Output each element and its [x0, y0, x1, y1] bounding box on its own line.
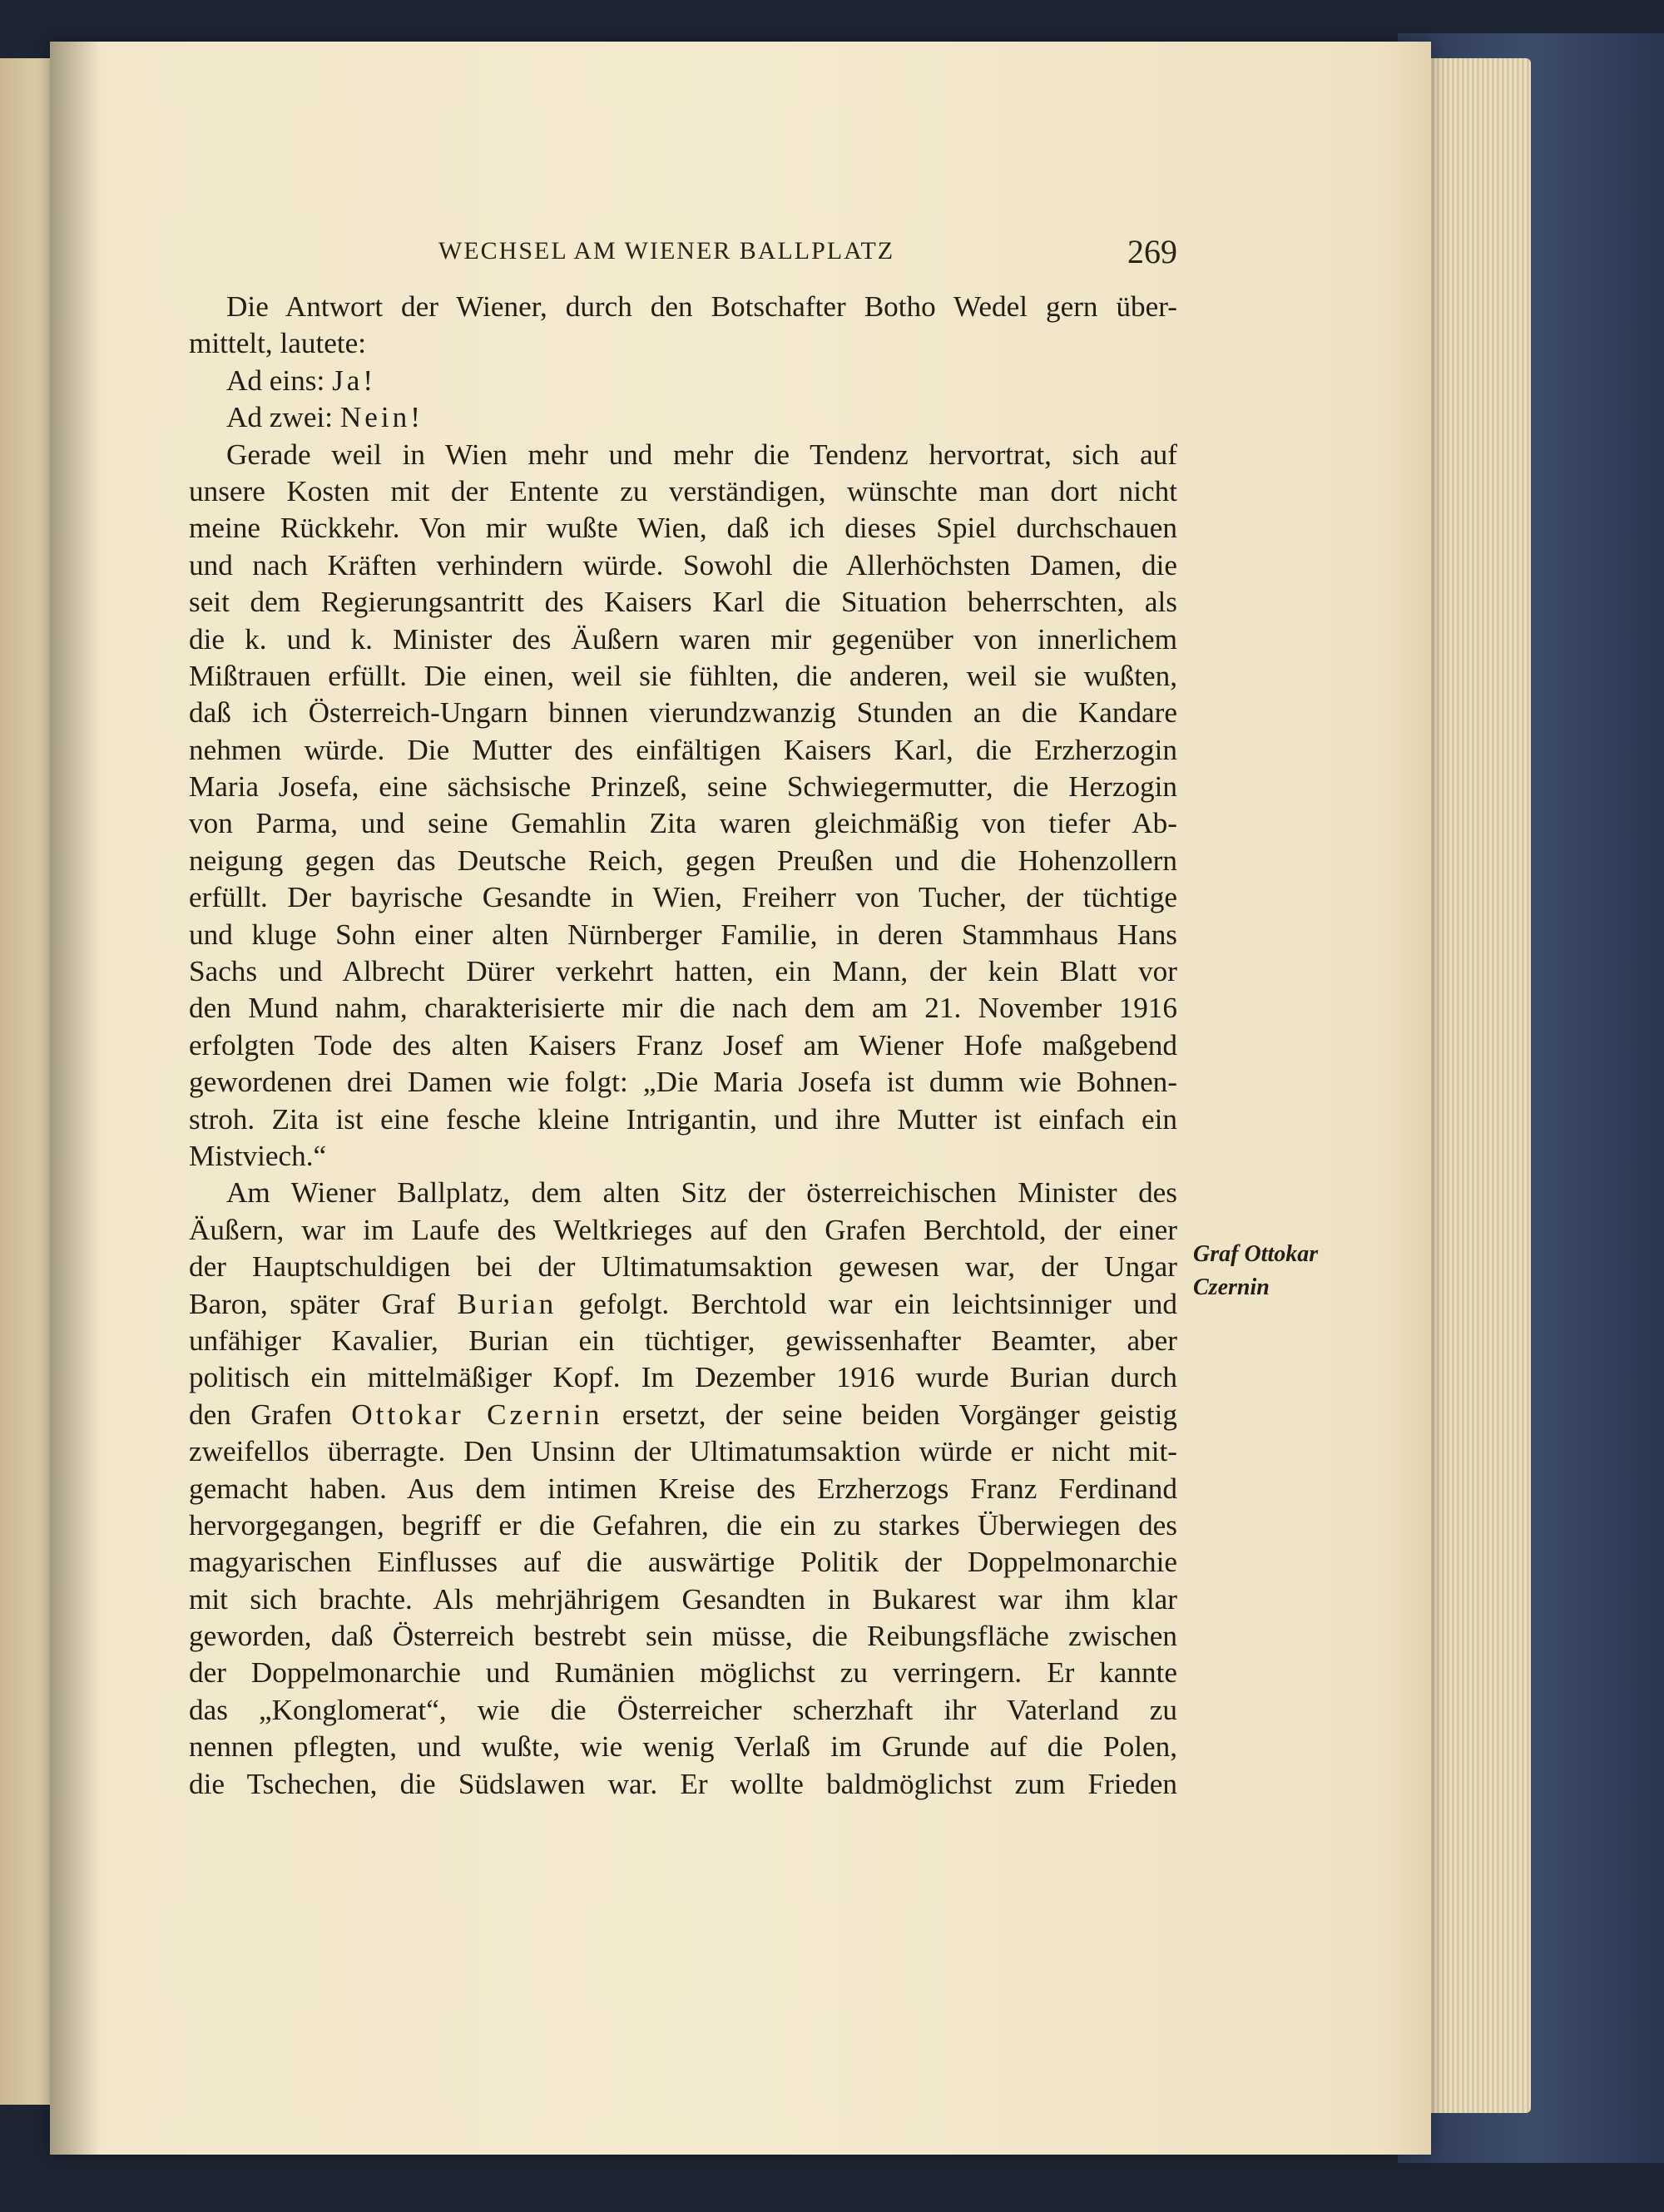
text-line: mittelt, lautete: [189, 327, 367, 360]
text-line: Mistviech.“ [189, 1139, 327, 1172]
text-line: nennen pflegten, und wußte, wie wenig Verlaß im Grunde auf die Polen, [189, 1730, 1177, 1764]
text-line: zweifellos überragte. Den Unsinn der Ultimatumsaktion würde er nicht mit- [189, 1435, 1177, 1468]
text-line: Gerade weil in Wien mehr und mehr die Tendenz hervortrat, sich auf [226, 438, 1177, 471]
text-line: die k. und k. Minister des Äußern waren mir gegenüber von innerlichem [189, 622, 1177, 656]
text-line: unsere Kosten mit der Entente zu verständigen, wünschte man dort nicht [189, 474, 1177, 507]
text-line: Sachs und Albrecht Dürer verkehrt hatten, ein Mann, der kein Blatt vor [189, 955, 1177, 988]
text-line: politisch ein mittelmäßiger Kopf. Im Dezember 1916 wurde Burian durch [189, 1361, 1177, 1394]
page-edges [1414, 58, 1531, 2113]
text-fragment: Baron, später Graf [189, 1287, 458, 1320]
text-line: erfüllt. Der bayrische Gesandte in Wien, Freiherr von Tucher, der tüchtige [189, 881, 1177, 914]
spaced-word: Nein! [339, 401, 423, 434]
text-line [189, 363, 1177, 399]
text-line: magyarischen Einflusses auf die auswärtige Politik der Doppelmonarchie [189, 1546, 1177, 1579]
margin-note-line: Czernin [1193, 1274, 1270, 1300]
text-line: geworden, daß Österreich bestrebt sein müsse, die Reibungsfläche zwischen [189, 1620, 1177, 1653]
running-head-title: WECHSEL AM WIENER BALLPLATZ [438, 237, 895, 265]
text-line [189, 1397, 1177, 1433]
text-line: die Tschechen, die Südslawen war. Er wollte baldmöglichst zum Frieden [189, 1767, 1177, 1800]
text-line: den Mund nahm, charakterisierte mir die nach dem am 21. November 1916 [189, 992, 1177, 1025]
text-line: neigung gegen das Deutsche Reich, gegen Preußen und die Hohenzollern [189, 844, 1177, 877]
text-line: der Hauptschuldigen bei der Ultimatumsaktion gewesen war, der Ungar [189, 1250, 1177, 1284]
running-head [189, 233, 1177, 279]
text-line: Am Wiener Ballplatz, dem alten Sitz der österreichischen Minister des [226, 1176, 1177, 1210]
margin-note-line: Graf Ottokar [1193, 1241, 1319, 1267]
text-line [189, 399, 1177, 436]
page-number: 269 [1127, 233, 1177, 270]
text-line: gewordenen drei Damen wie folgt: „Die Maria Josefa ist dumm wie Bohnen- [189, 1066, 1177, 1099]
spaced-word: Burian [457, 1287, 557, 1320]
text-line: von Parma, und seine Gemahlin Zita waren gleichmäßig von tiefer Ab- [189, 807, 1177, 840]
text-line: unfähiger Kavalier, Burian ein tüchtiger, gewissenhafter Beamter, aber [189, 1324, 1177, 1357]
text-line: der Doppelmonarchie und Rumänien möglichst zu verringern. Er kannte [189, 1656, 1177, 1690]
text-fragment: Ad eins: [226, 364, 333, 397]
text-fragment: Ad zwei: [226, 401, 340, 434]
text-line: daß ich Österreich-Ungarn binnen vierundzwanzig Stunden an die Kandare [189, 696, 1177, 730]
text-line: meine Rückkehr. Von mir wußte Wien, daß ich dieses Spiel durchschauen [189, 512, 1177, 545]
text-line: Maria Josefa, eine sächsische Prinzeß, seine Schwiegermutter, die Herzogin [189, 770, 1177, 804]
text-line: Äußern, war im Laufe des Weltkrieges auf den Grafen Berchtold, der einer [189, 1213, 1177, 1246]
text-fragment: den Grafen [189, 1398, 352, 1431]
spaced-word: Ja! [332, 364, 377, 397]
text-line [189, 1286, 1177, 1323]
text-line: erfolgten Tode des alten Kaisers Franz Josef am Wiener Hofe maßgebend [189, 1028, 1177, 1061]
text-line: und kluge Sohn einer alten Nürnberger Familie, in deren Stammhaus Hans [189, 918, 1177, 951]
text-fragment: ersetzt, der seine beiden Vorgänger geistig [602, 1398, 1177, 1431]
body-text [189, 289, 1177, 1803]
spaced-word: Ottokar Czernin [351, 1398, 603, 1431]
margin-note [1193, 1238, 1318, 1304]
text-line: Mißtrauen erfüllt. Die einen, weil sie fühlten, die anderen, weil sie wußten, [189, 659, 1177, 692]
text-line: hervorgegangen, begriff er die Gefahren, die ein zu starkes Überwiegen des [189, 1508, 1177, 1541]
text-line: seit dem Regierungsantritt des Kaisers Karl die Situation beherrschten, als [189, 586, 1177, 619]
text-line: nehmen würde. Die Mutter des einfältigen Kaisers Karl, die Erzherzogin [189, 733, 1177, 766]
text-line: mit sich brachte. Als mehrjährigem Gesandten in Bukarest war ihm klar [189, 1582, 1177, 1616]
text-line: stroh. Zita ist eine fesche kleine Intrigantin, und ihre Mutter ist einfach ein [189, 1102, 1177, 1136]
text-line: das „Konglomerat“, wie die Österreicher scherzhaft ihr Vaterland zu [189, 1693, 1177, 1726]
text-line: gemacht haben. Aus dem intimen Kreise des Erzherzogs Franz Ferdinand [189, 1472, 1177, 1505]
gutter-shadow [50, 42, 100, 2155]
text-line: und nach Kräften verhindern würde. Sowohl die Allerhöchsten Damen, die [189, 548, 1177, 581]
text-fragment: gefolgt. Berchtold war ein leichtsinniger und [557, 1287, 1177, 1320]
text-line: Die Antwort der Wiener, durch den Botschafter Botho Wedel gern über- [226, 290, 1177, 323]
